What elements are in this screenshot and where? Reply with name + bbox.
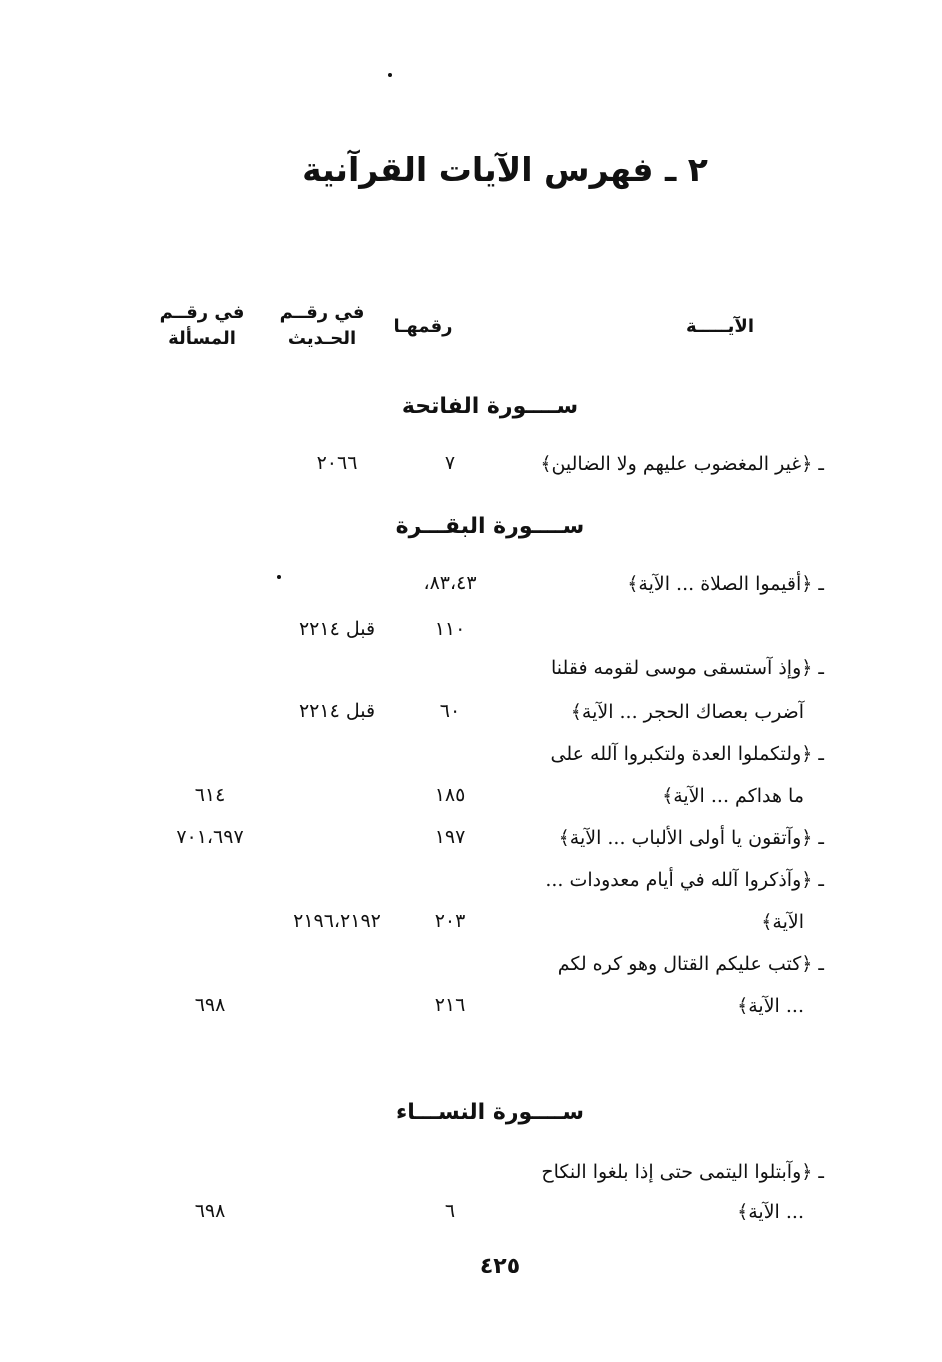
page-number: ٤٢٥ <box>479 1254 521 1279</box>
masala-ref: ٧٠١،٦٩٧ <box>176 826 244 848</box>
verse-text: ـ ﴿أقيموا الصلاة ... الآية﴾ <box>627 573 824 595</box>
verse-text: ـ ﴿وآذكروا آلله في أيام معدودات ... <box>545 869 824 891</box>
verse-text-continued: آضرب بعصاك الحجر ... الآية﴾ <box>570 701 804 723</box>
verse-number: ٢١٦ <box>434 994 466 1016</box>
verse-number: ٧ <box>444 452 456 474</box>
hadith-ref: ٢٠٦٦ <box>316 452 358 474</box>
verse-number: ١١٠ <box>434 618 466 640</box>
header-hadith: في رقــم الحـديث <box>279 302 365 349</box>
verse-text: ـ ﴿وآبتلوا اليتمى حتى إذا بلغوا النكاح <box>541 1161 824 1183</box>
header-verse: الآيـــــة <box>685 316 754 337</box>
verse-text: ـ ﴿غير المغضوب عليهم ولا الضالين﴾ <box>540 453 824 475</box>
header-masala: في رقــم المسألة <box>159 302 245 349</box>
verse-number: ٦ <box>444 1200 456 1222</box>
verse-number: ٦٠ <box>439 700 461 722</box>
verse-text-continued: ما هداكم ... الآية﴾ <box>662 785 804 807</box>
hadith-ref: ٢١٩٦،٢١٩٢ <box>293 910 381 932</box>
verse-number: ١٩٧ <box>434 826 466 848</box>
verse-text-continued: ... الآية﴾ <box>737 995 804 1017</box>
masala-ref: ٦٩٨ <box>194 1200 226 1222</box>
surah-title: ســــورة البقـــرة <box>395 514 585 539</box>
verse-text: ـ ﴿ولتكملوا العدة ولتكبروا آلله على <box>550 743 824 765</box>
surah-title: ســــورة النســـاء <box>395 1100 585 1125</box>
speck-mark <box>277 575 281 579</box>
hadith-ref: قبل ٢٢١٤ <box>298 700 376 722</box>
verse-text: ـ ﴿وإذ آستسقى موسى لقومه فقلنا <box>551 657 824 679</box>
verse-number: ١٨٥ <box>434 784 466 806</box>
verse-text-continued: الآية﴾ <box>761 911 804 933</box>
speck-mark <box>388 73 392 77</box>
header-number: رقمهـا <box>393 316 453 337</box>
verse-text: ـ ﴿كتب عليكم القتال وهو كره لكم <box>557 953 824 975</box>
masala-ref: ٦٩٨ <box>194 994 226 1016</box>
surah-title: ســــورة الفاتحة <box>401 394 579 419</box>
page-title: ٢ ـ فهرس الآيات القرآنية <box>302 150 708 189</box>
masala-ref: ٦١٤ <box>194 784 226 806</box>
verse-text-continued: ... الآية﴾ <box>737 1201 804 1223</box>
verse-number: ٨٣،٤٣، <box>423 572 477 594</box>
verse-text: ـ ﴿وآتقون يا أولى الألباب ... الآية﴾ <box>558 827 824 849</box>
hadith-ref: قبل ٢٢١٤ <box>298 618 376 640</box>
verse-number: ٢٠٣ <box>434 910 466 932</box>
